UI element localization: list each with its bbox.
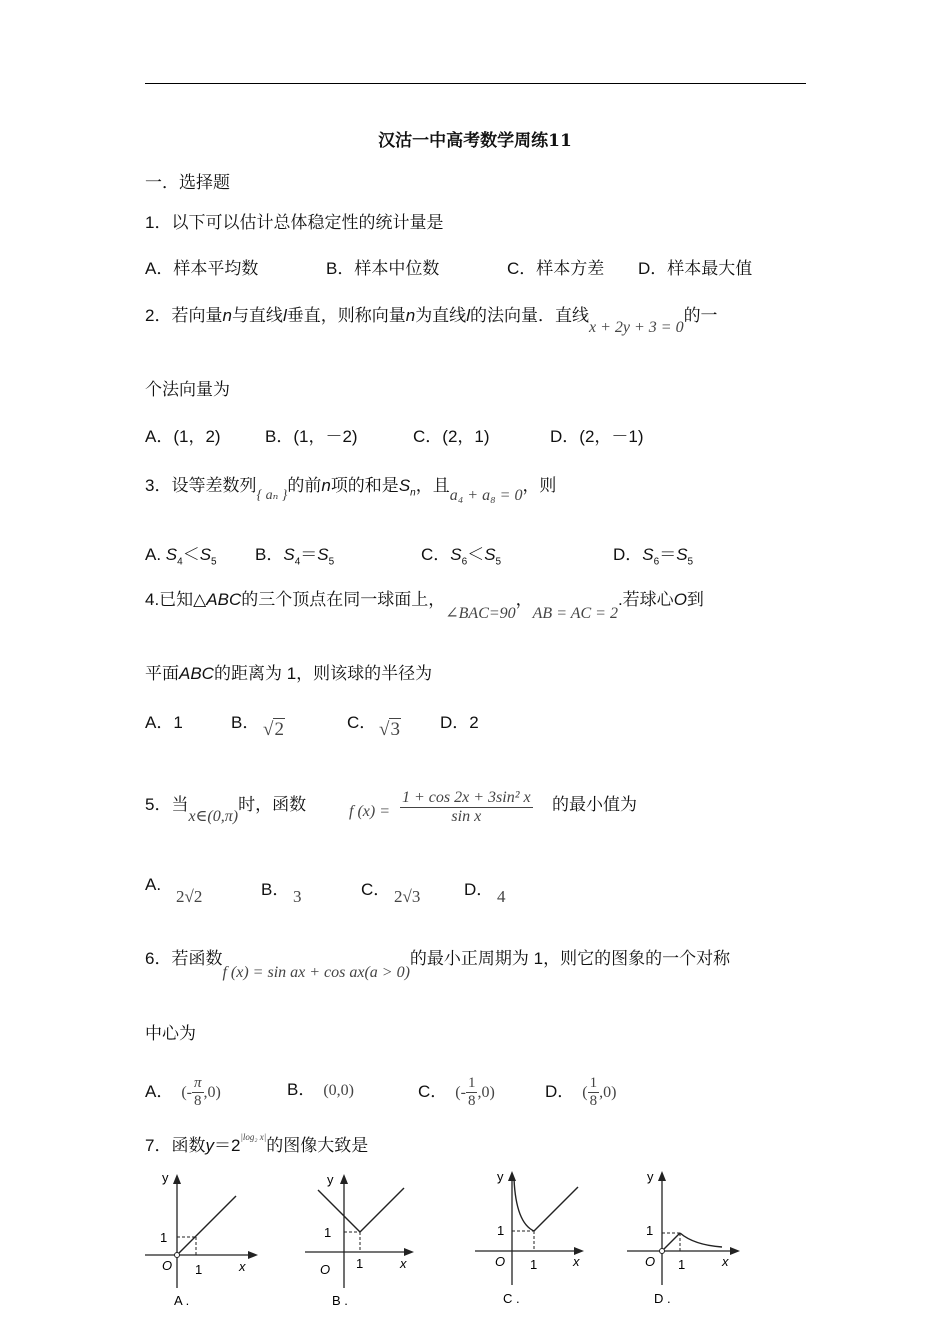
q5-stem-tail: 的最小值为 (552, 795, 637, 814)
graph-d-one-y: 1 (646, 1223, 654, 1238)
graph-b (300, 1168, 430, 1318)
graph-d-letter: D . (654, 1291, 671, 1306)
q5-option-d-math: 4 (497, 887, 506, 906)
header-rule (145, 83, 806, 84)
graph-b-one-x: 1 (356, 1256, 364, 1271)
q4-equal-sides: AB = AC = 2 (532, 605, 618, 622)
graph-c-letter: C . (503, 1291, 520, 1306)
graph-d (622, 1165, 752, 1325)
q5-domain: x∈(0,π) (188, 808, 239, 825)
q5-option-b: B． (261, 880, 290, 899)
q3-option-d: D．$S_6=S_5$ (613, 545, 694, 568)
q6-option-c: C． (- $\frac{1}{8}$ ,0) (418, 1075, 495, 1109)
q3-option-c: C．$S_6<S_5$ (421, 545, 502, 568)
q5-option-c: C． (361, 880, 391, 899)
graph-c-one-y: 1 (497, 1223, 505, 1238)
q1-stem: 1．以下可以估计总体稳定性的统计量是 (145, 213, 444, 232)
q5-stem: 5．当x∈(0,π)时，函数 (145, 795, 307, 825)
q4-option-c: C． (347, 713, 377, 732)
graph-d-one-x: 1 (678, 1257, 686, 1272)
q6-option-d: D． ( $\frac{1}{8}$ ,0) (545, 1075, 617, 1109)
graph-b-origin: O (320, 1262, 331, 1277)
q2-option-b: B．(1，－2) (265, 427, 358, 446)
graph-b-x-label: x (400, 1256, 407, 1271)
graph-d-x-label: x (722, 1254, 729, 1269)
q1-option-c: C．样本方差 (507, 259, 605, 278)
q2-option-a: A．(1，2) (145, 427, 221, 446)
q5-option-a-math: 2√2 (176, 887, 203, 906)
graph-b-letter: B . (332, 1293, 348, 1308)
q1-option-b: B．样本中位数 (326, 259, 440, 278)
q5-option-b-math: 3 (293, 887, 302, 906)
graph-c-one-x: 1 (530, 1257, 538, 1272)
q7-stem: 7．函数$y=2^{|log_2 x|}$的图像大致是 (145, 1132, 369, 1155)
q4-option-d: D．2 (440, 713, 479, 732)
section-heading: 一．选择题 (145, 173, 230, 192)
q5-option-c-math: 2√3 (394, 887, 421, 906)
q5-option-a: A. (145, 875, 162, 894)
q5-fx: f (x) = (349, 803, 390, 820)
graph-a (140, 1168, 270, 1318)
graph-a-one-x: 1 (195, 1262, 203, 1277)
graph-c (470, 1165, 600, 1315)
q3-sequence: { aₙ } (256, 488, 288, 503)
q6-stem-line2: 中心为 (145, 1024, 196, 1043)
q3-stem: 3．设等差数列$_{\{ a_n \}}$的前n项的和是$S_n$，且a₄ + a₈ = 0，则 (145, 476, 557, 504)
graph-b-one-y: 1 (324, 1225, 332, 1240)
q5-option-d: D． (464, 880, 494, 899)
graph-c-x-label: x (573, 1254, 580, 1269)
q2-stem: 2．若向量n与直线l垂直，则称向量n为直线l的法向量．直线x + 2y + 3 = 0的一 (145, 306, 718, 336)
page-title: 汉沽一中高考数学周练11 (378, 131, 572, 151)
q6-formula: f (x) = sin ax + cos ax(a > 0) (222, 964, 410, 981)
q2-option-d: D．(2，－1) (550, 427, 644, 446)
q4-option-a: A．1 (145, 713, 183, 732)
graph-a-letter: A . (174, 1293, 190, 1308)
graph-d-origin: O (645, 1254, 656, 1269)
q6-option-b: B． (0,0) (287, 1080, 354, 1099)
q3-option-b: B．$S_4=S_5$ (255, 545, 335, 568)
q4-stem-line2: 平面ABC的距离为 1，则该球的半径为 (145, 664, 433, 683)
q4-angle: ∠BAC=90 (445, 605, 516, 622)
graph-c-origin: O (495, 1254, 506, 1269)
graph-a-one-y: 1 (160, 1230, 168, 1245)
q2-stem-line2: 个法向量为 (145, 380, 230, 399)
q5-fraction: $\frac{\text{1 + cos 2x + 3sin² x}}{\text{sin x}}$ (402, 789, 531, 825)
graph-a-x-label: x (239, 1259, 246, 1274)
q6-option-a: A． (- $\frac{\pi}{8}$ ,0) (145, 1075, 221, 1109)
q1-option-d: D．样本最大值 (638, 259, 753, 278)
q1-option-a: A．样本平均数 (145, 259, 259, 278)
q3-option-a: A. $S_4<S_5$ (145, 545, 217, 568)
q4-option-b: B． (231, 713, 260, 732)
graph-b-y-label: y (327, 1172, 334, 1187)
graph-a-y-label: y (162, 1170, 169, 1185)
q4-option-c-math: √3 (379, 719, 400, 740)
q4-option-b-math: √2 (263, 719, 284, 740)
q4-stem: 4.已知△ABC的三个顶点在同一球面上，∠BAC=90，AB = AC = 2.若球心O到 (145, 590, 704, 622)
graph-d-y-label: y (647, 1169, 654, 1184)
q2-formula: x + 2y + 3 = 0 (588, 319, 684, 336)
graph-c-y-label: y (497, 1169, 504, 1184)
graph-a-origin: O (162, 1258, 173, 1273)
q3-condition: a₄ + a₈ = 0 (449, 487, 523, 504)
q2-option-c: C．(2，1) (413, 427, 490, 446)
q6-stem: 6．若函数f (x) = sin ax + cos ax(a > 0)的最小正周期为 1，则它的图象的一个对称 (145, 949, 731, 981)
